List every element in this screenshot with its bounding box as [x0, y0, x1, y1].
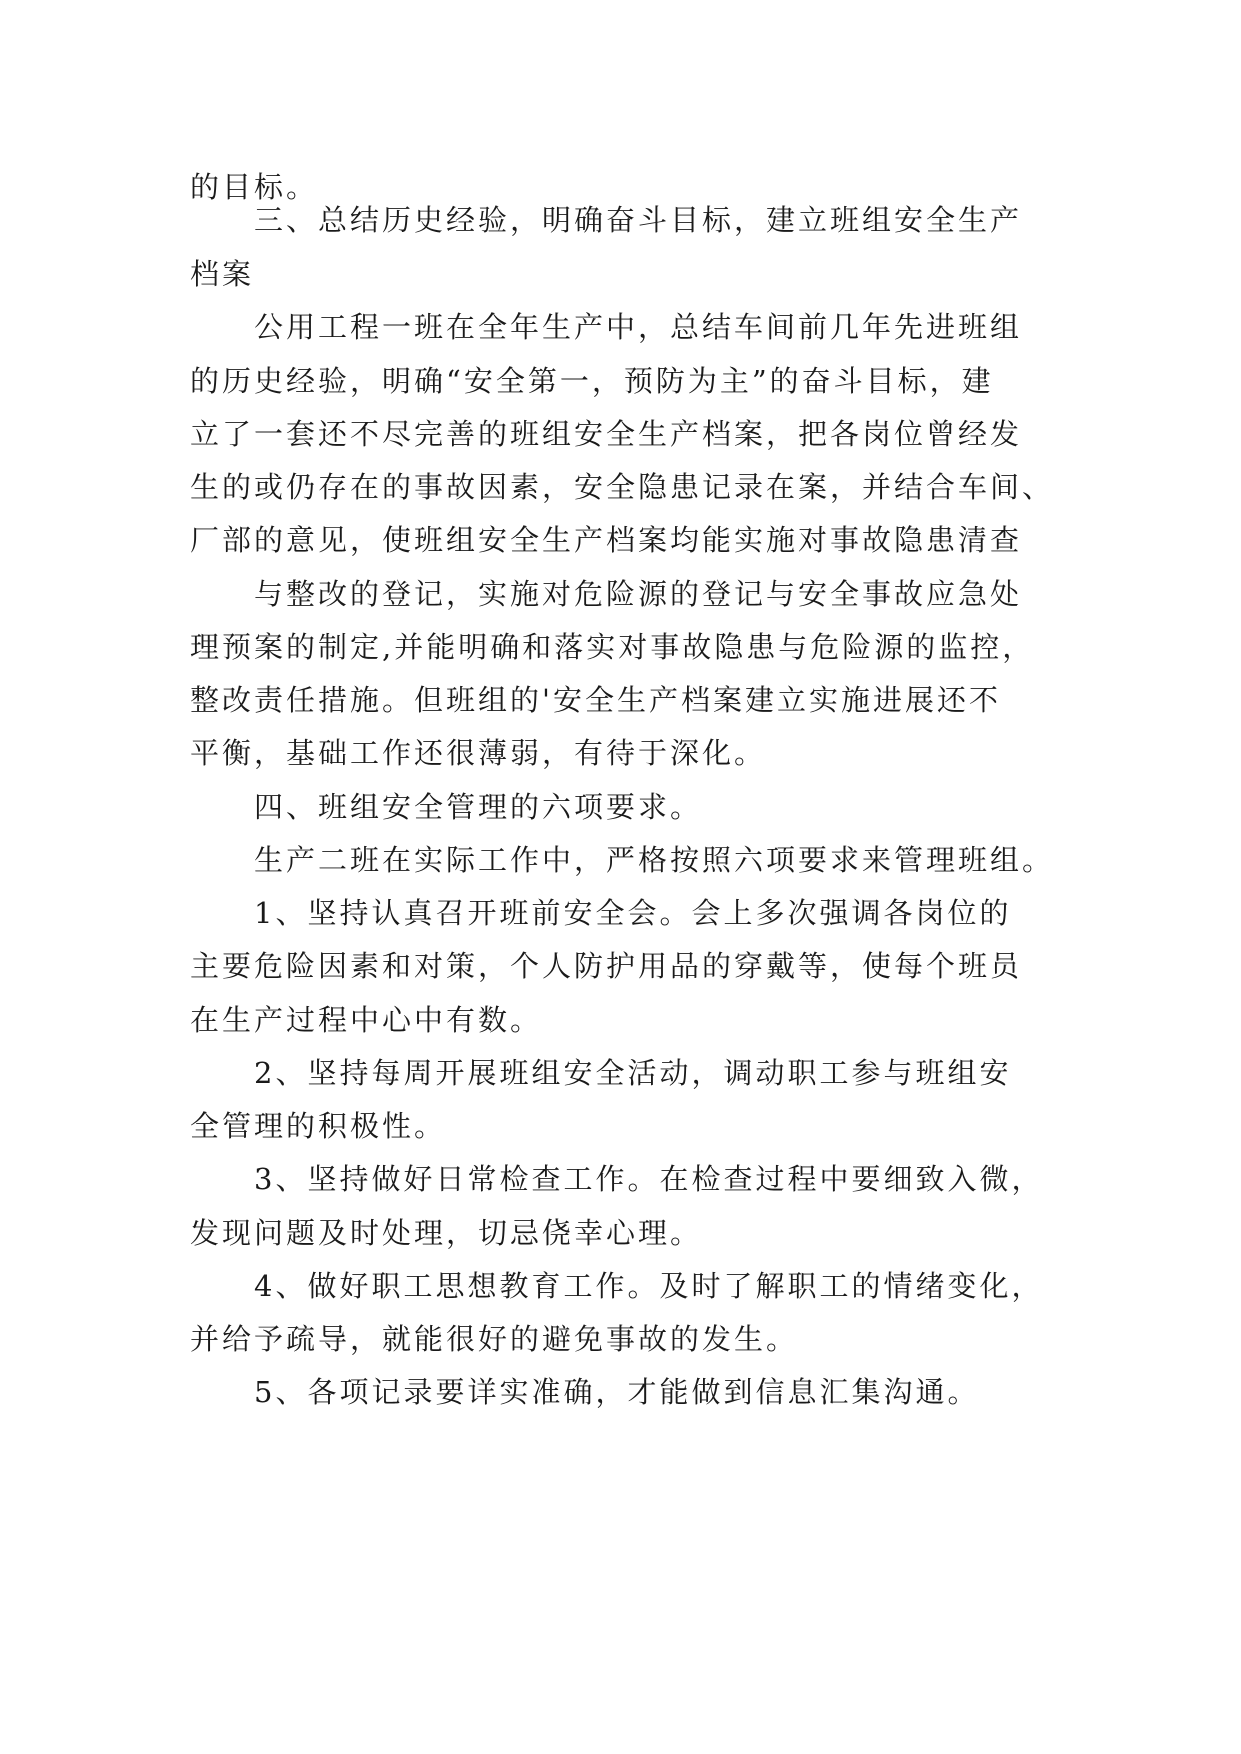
section-heading-continued: 档案 [190, 257, 255, 291]
text-line: 理预案的制定,并能明确和落实对事故隐患与危险源的监控， [190, 630, 1035, 664]
list-item-continued: 在生产过程中心中有数。 [190, 1003, 543, 1037]
list-item: 2、坚持每周开展班组安全活动，调动职工参与班组安 [254, 1056, 1012, 1090]
text-line: 生的或仍存在的事故因素，安全隐患记录在案，并结合车间、 [190, 470, 1055, 504]
list-item: 3、坚持做好日常检查工作。在检查过程中要细致入微， [254, 1162, 1044, 1196]
text-line: 的历史经验，明确“安全第一，预防为主”的奋斗目标，建 [190, 364, 994, 398]
list-item-continued: 并给予疏导，就能很好的避免事故的发生。 [190, 1322, 799, 1356]
text-line: 生产二班在实际工作中，严格按照六项要求来管理班组。 [254, 843, 1055, 877]
text-line: 平衡，基础工作还很薄弱，有待于深化。 [190, 736, 767, 770]
list-item-continued: 发现问题及时处理，切忌侥幸心理。 [190, 1216, 703, 1250]
text-line: 与整改的登记，实施对危险源的登记与安全事故应急处 [254, 577, 1023, 611]
list-item-continued: 主要危险因素和对策，个人防护用品的穿戴等，使每个班员 [190, 949, 1023, 983]
text-line: 整改责任措施。但班组的'安全生产档案建立实施进展还不 [190, 683, 1001, 717]
list-item: 4、做好职工思想教育工作。及时了解职工的情绪变化， [254, 1269, 1044, 1303]
section-heading: 四、班组安全管理的六项要求。 [254, 790, 703, 824]
section-heading: 三、总结历史经验，明确奋斗目标，建立班组安全生产 [254, 203, 1023, 237]
text-line: 公用工程一班在全年生产中，总结车间前几年先进班组 [254, 310, 1023, 344]
list-item: 1、坚持认真召开班前安全会。会上多次强调各岗位的 [254, 896, 1012, 930]
text-line: 的目标。 [190, 170, 319, 204]
list-item-continued: 全管理的积极性。 [190, 1109, 447, 1143]
text-line: 厂部的意见，使班组安全生产档案均能实施对事故隐患清查 [190, 523, 1023, 557]
list-item: 5、各项记录要详实准确，才能做到信息汇集沟通。 [254, 1375, 980, 1409]
text-line: 立了一套还不尽完善的班组安全生产档案，把各岗位曾经发 [190, 417, 1023, 451]
